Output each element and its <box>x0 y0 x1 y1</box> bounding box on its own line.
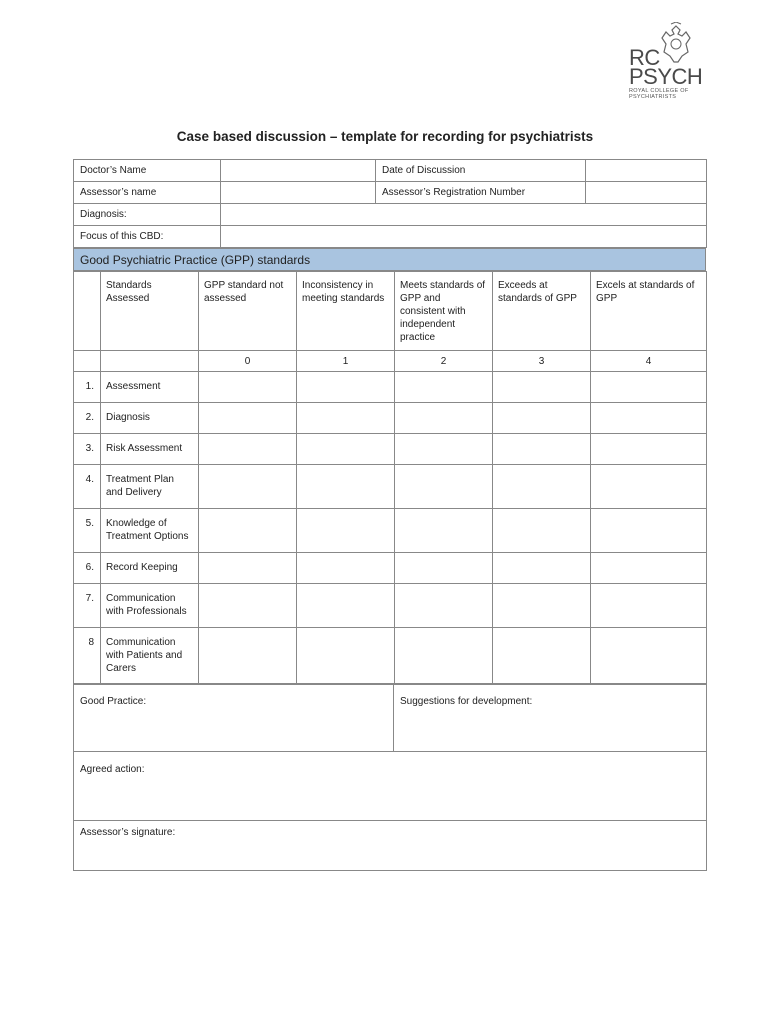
rating-cell-3[interactable] <box>493 372 591 403</box>
suggestions-field[interactable] <box>394 684 707 752</box>
criterion-label: Treatment Plan and Delivery <box>101 465 199 509</box>
focus-label: Focus of this CBD: <box>74 226 221 248</box>
feedback-table <box>73 683 707 871</box>
rating-cell-2[interactable] <box>395 553 493 584</box>
doctor-name-field[interactable] <box>221 160 376 182</box>
criterion-number: 6. <box>74 553 101 584</box>
criterion-row <box>74 465 707 509</box>
feedback-row <box>74 684 707 752</box>
score-label: 3 <box>493 351 591 372</box>
rating-cell-1[interactable] <box>297 434 395 465</box>
criterion-number: 1. <box>74 372 101 403</box>
gpp-col-header: Inconsistency in meeting standards <box>297 272 395 351</box>
good-practice-label: Good Practice: <box>80 696 147 707</box>
rating-cell-1[interactable] <box>297 584 395 628</box>
crest-icon <box>656 22 696 68</box>
assessor-signature-label: Assessor’s signature: <box>80 827 176 838</box>
rating-cell-3[interactable] <box>493 553 591 584</box>
criterion-number: 2. <box>74 403 101 434</box>
score-label: 0 <box>199 351 297 372</box>
rating-cell-0[interactable] <box>199 372 297 403</box>
feedback-row <box>74 752 707 821</box>
rating-cell-2[interactable] <box>395 403 493 434</box>
logo-subtitle <box>629 88 689 100</box>
page-title: Case based discussion – template for recording for psychiatrists <box>176 129 594 144</box>
rating-cell-2[interactable] <box>395 434 493 465</box>
rating-cell-4[interactable] <box>591 628 707 685</box>
date-of-discussion-field[interactable] <box>586 160 707 182</box>
rating-cell-1[interactable] <box>297 465 395 509</box>
rating-cell-2[interactable] <box>395 372 493 403</box>
rating-cell-3[interactable] <box>493 403 591 434</box>
rating-cell-4[interactable] <box>591 584 707 628</box>
criterion-label: Communication with Professionals <box>101 584 199 628</box>
logo-rc-text: RC <box>629 45 660 70</box>
rating-cell-0[interactable] <box>199 465 297 509</box>
agreed-action-label: Agreed action: <box>80 764 145 775</box>
rating-cell-3[interactable] <box>493 628 591 685</box>
score-label: 4 <box>591 351 707 372</box>
logo-subtitle-line2: PSYCHIATRISTS <box>629 94 677 100</box>
rating-cell-3[interactable] <box>493 434 591 465</box>
gpp-col-header: Excels at standards of GPP <box>591 272 707 351</box>
details-row <box>74 182 707 204</box>
score-label: 1 <box>297 351 395 372</box>
rating-cell-0[interactable] <box>199 434 297 465</box>
gpp-section-heading: Good Psychiatric Practice (GPP) standards <box>73 248 706 271</box>
score-blank <box>101 351 199 372</box>
logo-subtitle-line1: ROYAL COLLEGE OF <box>629 88 689 94</box>
criterion-label: Risk Assessment <box>101 434 199 465</box>
gpp-header-blank <box>74 272 101 351</box>
rating-cell-1[interactable] <box>297 628 395 685</box>
rating-cell-1[interactable] <box>297 509 395 553</box>
assessor-name-field[interactable] <box>221 182 376 204</box>
rating-cell-1[interactable] <box>297 372 395 403</box>
diagnosis-label: Diagnosis: <box>74 204 221 226</box>
details-row <box>74 226 707 248</box>
assessor-name-label: Assessor’s name <box>74 182 221 204</box>
criterion-label: Assessment <box>101 372 199 403</box>
gpp-score-row <box>74 351 707 372</box>
criterion-label: Record Keeping <box>101 553 199 584</box>
doctor-name-label: Doctor’s Name <box>74 160 221 182</box>
gpp-header-row <box>74 272 707 351</box>
rcpsych-logo <box>622 22 702 102</box>
focus-field[interactable] <box>221 226 707 248</box>
suggestions-label: Suggestions for development: <box>400 696 533 707</box>
criterion-row <box>74 553 707 584</box>
rating-cell-4[interactable] <box>591 434 707 465</box>
criterion-row <box>74 434 707 465</box>
rating-cell-3[interactable] <box>493 584 591 628</box>
score-label: 2 <box>395 351 493 372</box>
diagnosis-field[interactable] <box>221 204 707 226</box>
criterion-number: 5. <box>74 509 101 553</box>
good-practice-field[interactable] <box>74 684 394 752</box>
assessor-reg-label: Assessor’s Registration Number <box>376 182 586 204</box>
rating-cell-0[interactable] <box>199 509 297 553</box>
rating-cell-4[interactable] <box>591 509 707 553</box>
rating-cell-1[interactable] <box>297 553 395 584</box>
rating-cell-4[interactable] <box>591 465 707 509</box>
details-row <box>74 204 707 226</box>
criterion-row <box>74 403 707 434</box>
details-table <box>73 159 707 248</box>
rating-cell-1[interactable] <box>297 403 395 434</box>
score-blank <box>74 351 101 372</box>
feedback-row <box>74 821 707 871</box>
gpp-col-header: Exceeds at standards of GPP <box>493 272 591 351</box>
criterion-row <box>74 509 707 553</box>
criterion-number: 7. <box>74 584 101 628</box>
rating-cell-2[interactable] <box>395 628 493 685</box>
date-of-discussion-label: Date of Discussion <box>376 160 586 182</box>
rating-cell-4[interactable] <box>591 372 707 403</box>
rating-cell-2[interactable] <box>395 509 493 553</box>
details-row <box>74 160 707 182</box>
criterion-label: Communication with Patients and Carers <box>101 628 199 685</box>
gpp-col-header: Meets standards of GPP and consistent with independent practice <box>395 272 493 351</box>
agreed-action-field[interactable] <box>74 752 707 821</box>
rating-cell-3[interactable] <box>493 465 591 509</box>
logo-psych-text: PSYCH <box>629 64 703 89</box>
rating-cell-4[interactable] <box>591 553 707 584</box>
gpp-col-header: Standards Assessed <box>101 272 199 351</box>
rating-cell-3[interactable] <box>493 509 591 553</box>
rating-cell-0[interactable] <box>199 628 297 685</box>
assessor-signature-field[interactable] <box>74 821 707 871</box>
criterion-row <box>74 372 707 403</box>
gpp-standards-table <box>73 271 707 685</box>
criterion-label: Knowledge of Treatment Options <box>101 509 199 553</box>
criterion-row <box>74 628 707 685</box>
rating-cell-4[interactable] <box>591 403 707 434</box>
criterion-number: 8 <box>74 628 101 685</box>
gpp-col-header: GPP standard not assessed <box>199 272 297 351</box>
rating-cell-2[interactable] <box>395 465 493 509</box>
criterion-number: 3. <box>74 434 101 465</box>
rating-cell-0[interactable] <box>199 584 297 628</box>
rating-cell-0[interactable] <box>199 403 297 434</box>
criterion-row <box>74 584 707 628</box>
criterion-number: 4. <box>74 465 101 509</box>
rating-cell-2[interactable] <box>395 584 493 628</box>
rating-cell-0[interactable] <box>199 553 297 584</box>
assessor-reg-field[interactable] <box>586 182 707 204</box>
criterion-label: Diagnosis <box>101 403 199 434</box>
